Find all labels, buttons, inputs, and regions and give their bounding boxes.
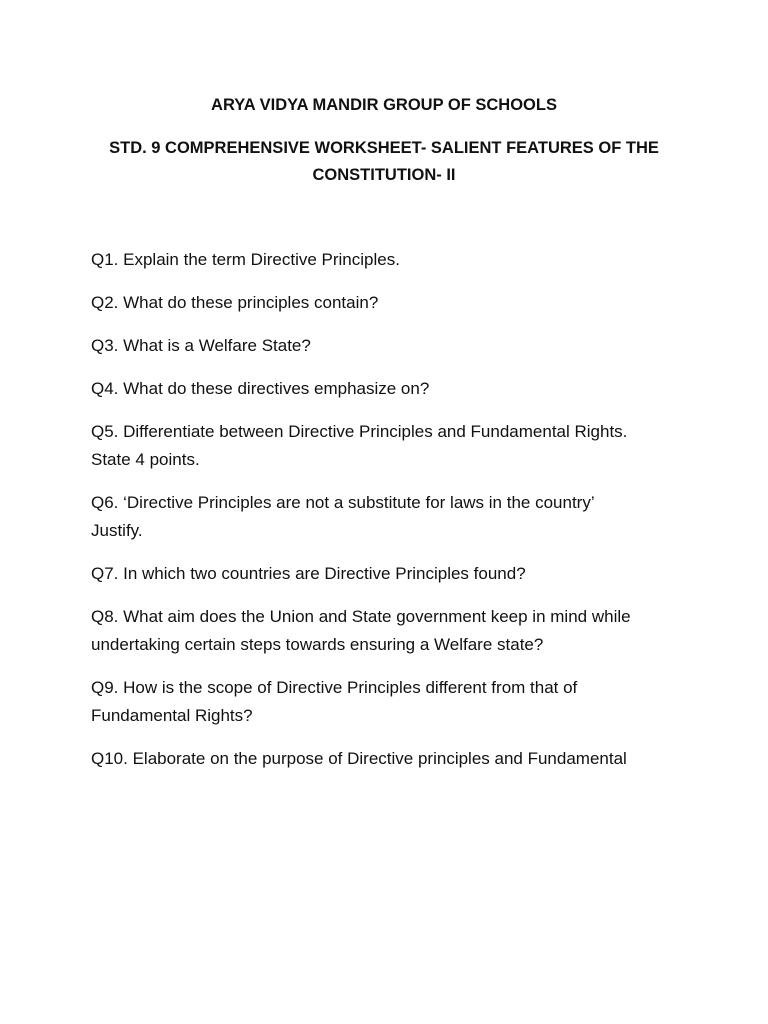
question-6: Q6. ‘Directive Principles are not a substitute for laws in the country’ Justify. (91, 493, 595, 540)
question-8: Q8. What aim does the Union and State government keep in mind while undertaking certain steps towards ensuring a Welfare state? (91, 607, 631, 654)
question-3: Q3. What is a Welfare State? (91, 336, 311, 355)
question-9: Q9. How is the scope of Directive Principles different from that of Fundamental Rights? (91, 678, 578, 725)
question-4: Q4. What do these directives emphasize on? (91, 379, 430, 398)
question-5: Q5. Differentiate between Directive Principles and Fundamental Rights. State 4 points. (91, 422, 628, 469)
question-2: Q2. What do these principles contain? (91, 293, 379, 312)
question-7: Q7. In which two countries are Directive Principles found? (91, 564, 526, 583)
question-list (91, 246, 691, 788)
question-1: Q1. Explain the term Directive Principles. (91, 250, 400, 269)
school-name: ARYA VIDYA MANDIR GROUP OF SCHOOLS (211, 96, 557, 114)
question-10: Q10. Elaborate on the purpose of Directive principles and Fundamental (91, 749, 627, 768)
worksheet-title: STD. 9 COMPREHENSIVE WORKSHEET- SALIENT FEATURES OF THE CONSTITUTION- II (109, 139, 659, 184)
